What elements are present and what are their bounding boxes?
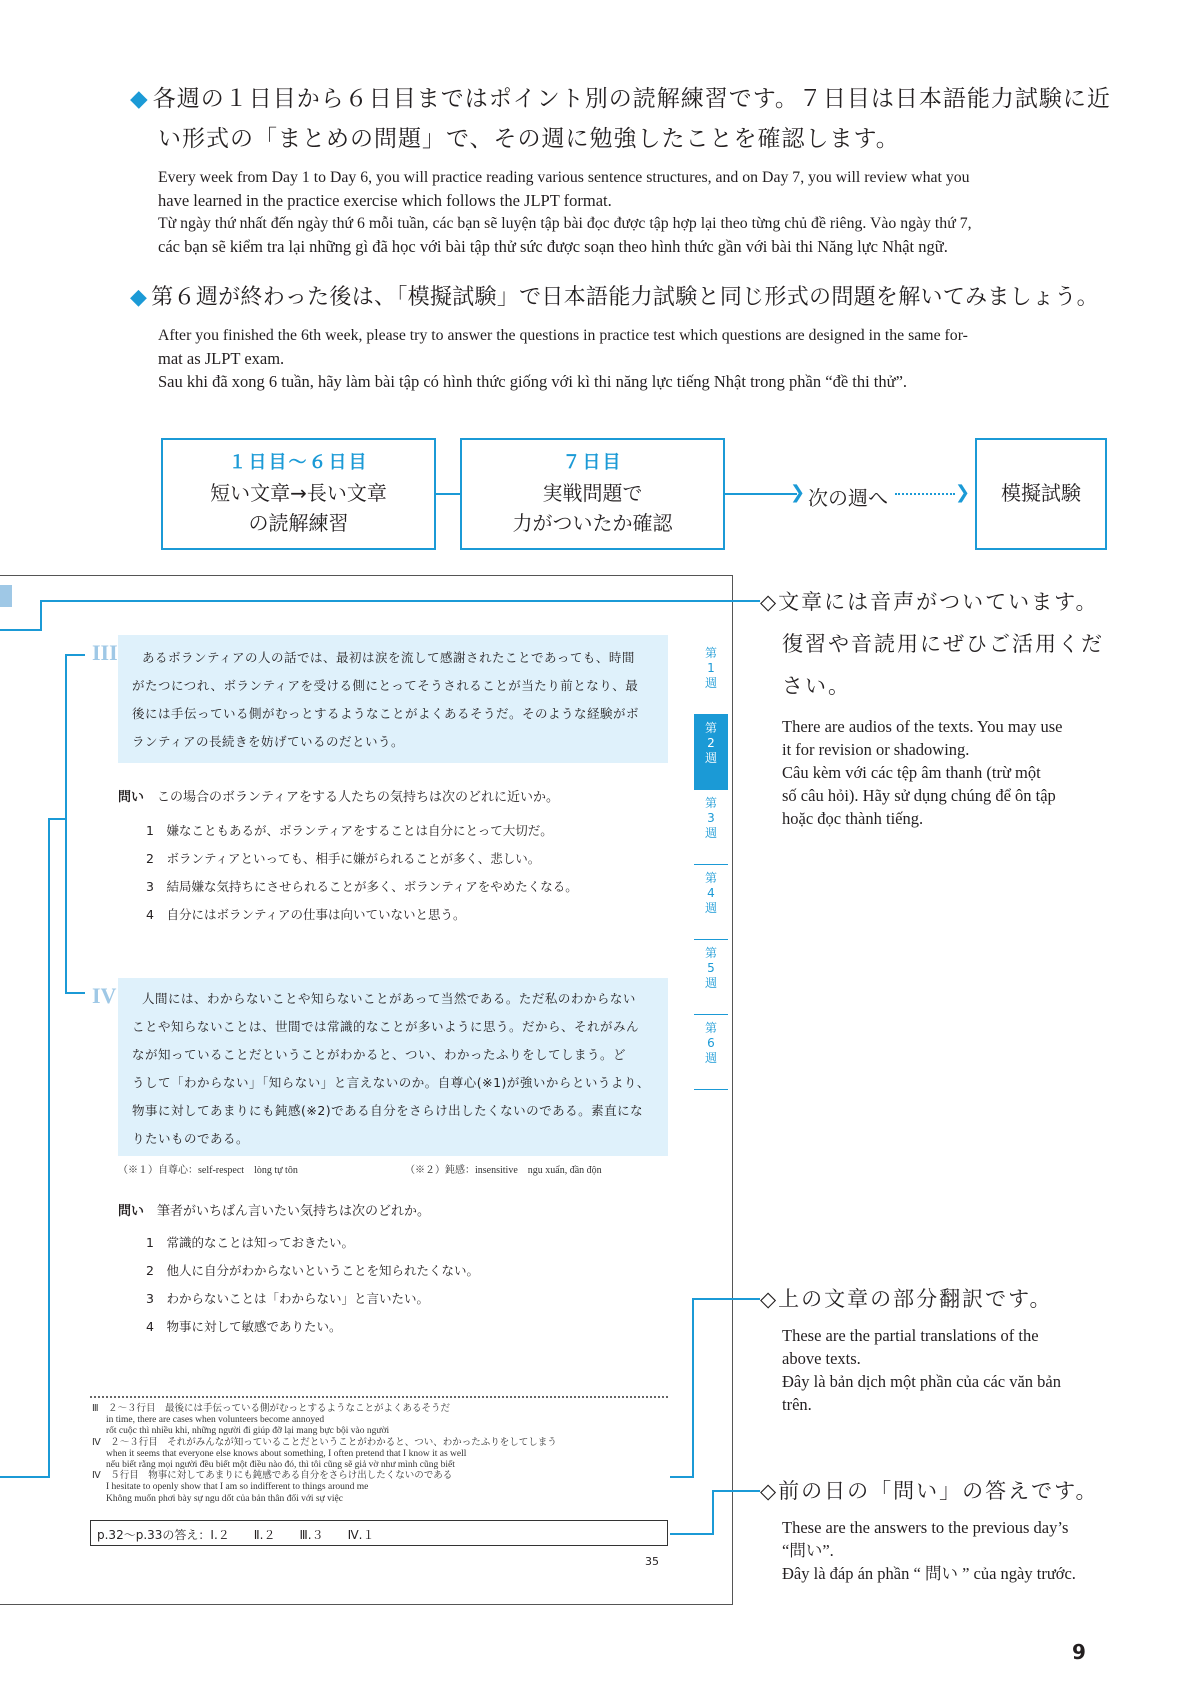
flow-box-2-title: ７日目 [562,452,623,473]
translation-line: rốt cuộc thì nhiều khi, những người đi giúp đỡ lại mang bực bội vào người [106,1426,390,1437]
bracket-mid [48,818,66,820]
annotation-audio-heading: さい。 [782,674,851,698]
callout-line-answers-stub [670,1533,714,1535]
passage-3-line: 後には手伝っている側がむっとするようなことがよくあるそうだ。そのような経験がボ [132,706,640,721]
sample-page-number: 35 [645,1555,659,1568]
footnote-1: （※１）自尊心：self-respect lòng tự tôn [118,1165,298,1176]
flow-next-week: 次の週へ [808,486,888,510]
option-item: 3 わからないことは「わからない」と言いたい。 [146,1291,429,1306]
callout-line-answers [712,1490,760,1492]
intro-heading-2-text: 第６週が終わった後は、「模擬試験」で日本語能力試験と同じ形式の問題を解いてみましょう。 [151,285,1099,310]
flow-connector-2 [725,493,797,495]
intro-heading-1 [130,88,1130,111]
week-tabs [694,640,728,1090]
option-item: 2 ボランティアといっても、相手に嫌がられることが多く、悲しい。 [146,851,541,866]
question-4-options [146,1229,479,1341]
annotation-translation-heading: ◇上の文章の部分翻訳です。 [760,1287,1053,1311]
callout-line-audio [40,600,760,602]
flow-box-1-line1: 短い文章→長い文章 [210,481,387,505]
bracket-main [65,654,67,994]
translation-line: in time, there are cases when volunteers become annoyed [106,1415,325,1426]
question-3 [118,786,559,805]
flow-connector-1 [436,493,460,495]
passage-3 [132,644,662,756]
annotation-audio-vi: số câu hỏi). Hãy sử dụng chúng để ôn tập [782,786,1056,805]
annotation-translation-en: above texts. [782,1349,861,1368]
translation-line: Ⅲ ２～３行目 最後には手伝っている側がむっとするようなことがよくあるそうだ [92,1404,451,1414]
passage-4-line: ことや知らないことは、世間では常識的なことが多いように思う。だから、それがみん [132,1019,640,1034]
intro-heading-1b: い形式の「まとめの問題」で、その週に勉強したことを確認します。 [158,126,900,152]
corner-mark-icon [0,585,12,607]
annotation-audio-en: There are audios of the texts. You may use [782,717,1063,736]
annotation-answers-heading: ◇前の日の「問い」の答えです。 [760,1479,1099,1503]
callout-line-translation [692,1298,760,1300]
intro-en-1a: Every week from Day 1 to Day 6, you will practice reading various sentence structures, and on Day 7, you will review what you [158,169,970,186]
intro-en-1b: have learned in the practice exercise which follows the JLPT format. [158,191,612,210]
diamond-bullet-icon: ◆ [130,86,149,112]
intro-en-2b: mat as JLPT exam. [158,349,285,368]
option-item: 1 常識的なことは知っておきたい。 [146,1235,354,1250]
passage-4-line: りたいものである。 [132,1131,250,1146]
week-tab-1[interactable]: 第 1 週 [694,640,728,715]
answers-text: p.32～p.33の答え：Ⅰ.２ Ⅱ.２ Ⅲ.３ Ⅳ.１ [97,1528,375,1542]
annotation-audio [760,581,1120,830]
partial-translations [92,1404,672,1505]
flow-dotted-connector [895,493,955,495]
passage-4 [132,985,662,1153]
translation-line: when it seems that everyone else knows about something, I often pretend that I know it as well [106,1448,467,1459]
annotation-answers-vi: Đây là đáp án phần “ 問い ” của ngày trước. [782,1564,1076,1583]
passage-3-line: がたつにつれ、ボランティアを受ける側にとってそうされることが当たり前となり、最 [132,678,639,693]
flow-box-2-line1: 実戦問題で [542,481,643,505]
question-4-text: 筆者がいちばん言いたい気持ちは次のどれか。 [157,1204,431,1219]
passage-3-line: あるボランティアの人の話では、最初は涙を流して感謝されたことであっても、時間 [142,650,635,665]
week-tab-6[interactable]: 第 6 週 [694,1015,728,1090]
week-tab-2[interactable]: 第 2 週 [694,715,728,790]
question-label: 問い [118,1204,145,1219]
answers-box [90,1520,668,1546]
passage-3-line: ランティアの長続きを妨げているのだという。 [132,734,405,749]
callout-line-audio-v [40,600,42,630]
annotation-translation-en: These are the partial translations of the [782,1326,1039,1345]
translation-line: Ⅳ ５行目 物事に対してあまりにも鈍感である自分をさらけ出したくないのである [92,1471,453,1482]
question-3-options [146,817,578,929]
annotation-answers-en: “問い”. [782,1541,834,1560]
section-number-4: IV [92,983,117,1008]
translation-line: nếu biết rằng mọi người đều biết một điều nào đó, thì tôi cũng sẽ giả vờ như mình cũng biết [106,1460,455,1471]
arrow-right-icon: ❯ [790,482,806,503]
annotation-translation-vi: Đây là bản dịch một phần của các văn bản [782,1372,1062,1391]
translation-line: Không muốn phơi bày sự ngu dốt của bản thân đối với sự việc [106,1493,343,1504]
option-item: 4 自分にはボランティアの仕事は向いていないと思う。 [146,907,466,922]
intro-vi-1a: Từ ngày thứ nhất đến ngày thứ 6 mỗi tuần, các bạn sẽ luyện tập bài đọc được tập hợp lại theo từng chủ đề riêng. Vào ngày thứ 7, [158,215,972,232]
intro-vi-1b: các bạn sẽ kiểm tra lại những gì đã học với bài tập thử sức được soạn theo hình thức gần với bài thi Năng lực Nhật ngữ. [158,237,948,256]
question-label: 問い [118,790,145,805]
option-item: 4 物事に対して敏感でありたい。 [146,1319,342,1334]
option-item: 2 他人に自分がわからないということを知られたくない。 [146,1263,479,1278]
flow-box-3-label: 模擬試験 [1001,481,1081,505]
passage-4-line: 人間には、わからないことや知らないことがあって当然である。ただ私のわからない [142,991,636,1006]
option-item: 1 嫌なこともあるが、ボランティアをすることは自分にとって大切だ。 [146,823,553,838]
flow-box-day-7 [460,438,725,550]
flow-box-1-title: １日目～６日目 [228,452,369,473]
callout-line-translation-v [692,1298,694,1476]
annotation-audio-heading: 復習や音読用にぜひご活用くだ [782,632,1104,656]
intro-vi-2: Sau khi đã xong 6 tuần, hãy làm bài tập có hình thức giống với kì thi năng lực tiếng Nhật trong phần “đề thi thử”. [158,372,908,391]
passage-4-line: うして「わからない」「知らない」と言えないのか。自尊心(※1)が強いからというより、 [132,1075,650,1090]
section-number-3: III [92,640,118,665]
question-4 [118,1200,430,1219]
arrow-right-icon: ❯ [955,482,971,503]
question-3-text: この場合のボランティアをする人たちの気持ちは次のどれに近いか。 [157,790,559,805]
week-tab-5[interactable]: 第 5 週 [694,940,728,1015]
annotation-audio-vi: Câu kèm với các tệp âm thanh (trừ một [782,763,1041,782]
annotation-translation [760,1278,1120,1416]
translation-line: Ⅳ ２～３行目 それがみんなが知っていることだということがわかると、つい、わかったふりをしてしまう [92,1437,557,1448]
bracket-outer [48,818,50,1478]
annotation-translation-vi: trên. [782,1395,812,1414]
bracket-IV [65,992,85,994]
callout-line-translation-stub [670,1476,694,1478]
flow-box-mock-exam [975,438,1107,550]
bracket-III-top [65,654,85,656]
week-tab-3[interactable]: 第 3 週 [694,790,728,865]
annotation-answers [760,1470,1120,1585]
passage-4-line: 物事に対してあまりにも鈍感(※2)である自分をさらけ出したくないのである。素直にな [132,1103,644,1118]
option-item: 3 結局嫌な気持ちにさせられることが多く、ボランティアをやめたくなる。 [146,879,578,894]
page-number: 9 [1072,1640,1086,1664]
flow-box-2-line2: 力がついたか確認 [512,511,673,535]
intro-en-2a: After you finished the 6th week, please try to answer the questions in practice test which questions are designed in the same for- [158,327,968,344]
translation-divider [90,1396,668,1398]
annotation-audio-en: it for revision or shadowing. [782,740,970,759]
footnote-2: （※２）鈍感：insensitive ngu xuẩn, đần độn [405,1165,602,1176]
callout-line-audio-stub [0,629,42,631]
flow-box-1-line2: の読解練習 [248,511,349,535]
annotation-audio-heading: ◇文章には音声がついています。 [760,590,1099,614]
intro-heading-1-text: 各週の１日目から６日目まではポイント別の読解練習です。７日目は日本語能力試験に近 [152,86,1111,112]
flow-box-days-1-6 [161,438,436,550]
week-tab-4[interactable]: 第 4 週 [694,865,728,940]
translation-line: I hesitate to openly show that I am so indifferent to things around me [106,1482,369,1493]
passage-4-line: なが知っていることだということがわかると、つい、わかったふりをしてしまう。ど [132,1047,627,1062]
annotation-audio-vi: hoặc đọc thành tiếng. [782,809,924,828]
diamond-bullet-icon: ◆ [130,285,148,310]
annotation-answers-en: These are the answers to the previous day’s [782,1518,1069,1537]
intro-heading-2 [130,287,1140,309]
bracket-bottom [0,1476,50,1478]
callout-line-answers-v [712,1490,714,1535]
